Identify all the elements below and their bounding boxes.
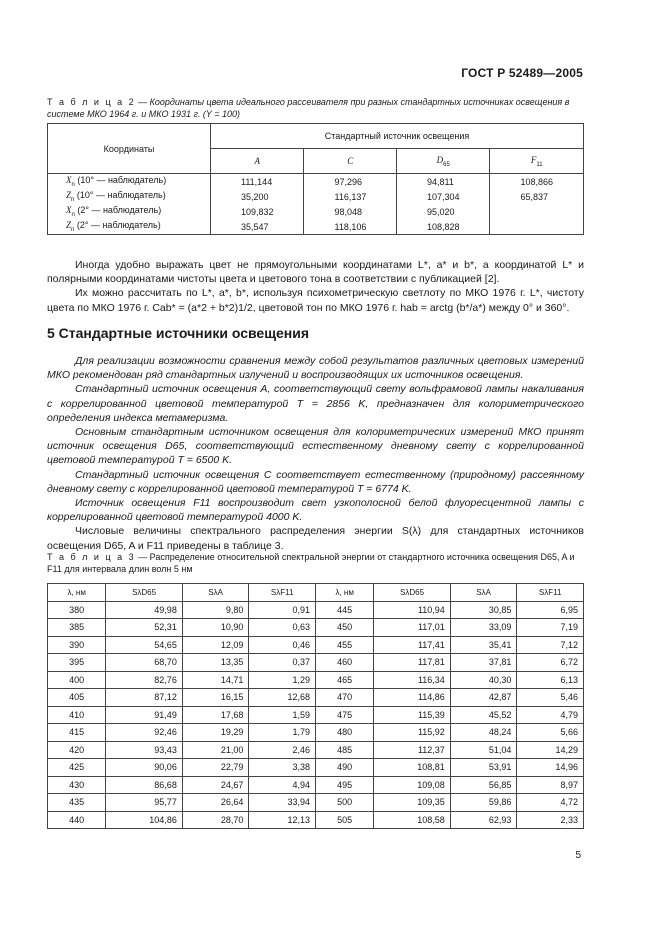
table3-row	[48, 619, 584, 637]
table3-header-cell: SλD65	[106, 584, 183, 602]
table3-cell: 59,86	[450, 794, 517, 812]
table3-cell: 3,38	[249, 759, 316, 777]
table2-caption-text: — Координаты цвета идеального рассеивателя при разных стандартных источниках освещения в системе МКО 1964 г. и МКО 1931 г. (Y = 100)	[47, 97, 570, 119]
table2-cell-c: 116,137	[304, 189, 397, 204]
table3-cell: 485	[315, 741, 373, 759]
table3-row	[48, 811, 584, 829]
table3-header-cell: SλD65	[374, 584, 451, 602]
section-5-title: 5 Стандартные источники освещения	[47, 325, 310, 341]
table3-row	[48, 741, 584, 759]
table2-row	[48, 219, 584, 235]
coord-text: (10° — наблюдатель)	[74, 190, 166, 201]
section-paragraph: Источник освещения F11 воспроизводит свет узкополосной белой флуоресцентной лампы с коррелированной цветовой температурой 4000 K.	[47, 497, 584, 524]
table3-cell: 42,87	[450, 689, 517, 707]
table2-row	[48, 174, 584, 190]
table3-row	[48, 636, 584, 654]
table3-cell: 14,71	[182, 671, 249, 689]
table3-cell: 1,29	[249, 671, 316, 689]
table3-cell: 35,41	[450, 636, 517, 654]
table3-cell: 405	[48, 689, 106, 707]
page-number: 5	[575, 850, 581, 861]
table2-cell-f	[490, 219, 584, 235]
table2-cell-a: 109,832	[211, 204, 304, 219]
table-2	[47, 123, 584, 235]
table3-cell: 420	[48, 741, 106, 759]
table3-cell: 21,00	[182, 741, 249, 759]
table3-cell: 108,58	[374, 811, 451, 829]
table3-cell: 109,08	[374, 776, 451, 794]
table2-header-a: A	[211, 149, 304, 174]
table2-header-group: Стандартный источник освещения	[211, 124, 584, 149]
table3-cell: 117,81	[374, 654, 451, 672]
table3-cell: 37,81	[450, 654, 517, 672]
table3-header-cell: SλA	[182, 584, 249, 602]
table3-cell: 45,52	[450, 706, 517, 724]
table3-cell: 56,85	[450, 776, 517, 794]
table3-cell: 445	[315, 601, 373, 619]
table2-header-d65-var: D	[436, 154, 444, 165]
table3-caption	[47, 551, 584, 575]
table3-cell: 114,86	[374, 689, 451, 707]
table3-cell: 91,49	[106, 706, 183, 724]
table3-cell: 410	[48, 706, 106, 724]
table3-cell: 12,13	[249, 811, 316, 829]
table3-cell: 33,09	[450, 619, 517, 637]
table3-cell: 51,04	[450, 741, 517, 759]
table3-cell: 12,68	[249, 689, 316, 707]
table3-cell: 110,94	[374, 601, 451, 619]
table3-cell: 5,66	[517, 724, 584, 742]
table3-row	[48, 671, 584, 689]
table2-cell-c: 97,296	[304, 174, 397, 190]
table3-cell: 40,30	[450, 671, 517, 689]
table3-cell: 54,65	[106, 636, 183, 654]
table3-cell: 22,79	[182, 759, 249, 777]
table3-cell: 7,12	[517, 636, 584, 654]
table3-cell: 86,68	[106, 776, 183, 794]
coord-sub: n	[71, 196, 75, 203]
table3-cell: 53,91	[450, 759, 517, 777]
table3-cell: 2,33	[517, 811, 584, 829]
table2-cell-d: 108,828	[396, 219, 489, 235]
table3-cell: 7,19	[517, 619, 584, 637]
table3-cell: 470	[315, 689, 373, 707]
table3-cell: 92,46	[106, 724, 183, 742]
table3-cell: 93,43	[106, 741, 183, 759]
coord-text: (10° — наблюдатель)	[74, 175, 167, 186]
table3-row	[48, 689, 584, 707]
section-paragraph: Стандартный источник освещения A, соответствующий свету вольфрамовой лампы накаливания с коррелированной цветовой температурой T = 2856 K, предназначен для колориметрического определения индекса метамеризма.	[47, 383, 584, 424]
table3-cell: 435	[48, 794, 106, 812]
table3-cell: 14,96	[517, 759, 584, 777]
section-paragraph: Для реализации возможности сравнения между собой результатов различных цветовых измерений МКО рекомендован ряд стандартных излучений и воспроизводящих их источников освещения.	[47, 355, 584, 382]
table3-cell: 116,34	[374, 671, 451, 689]
table3-cell: 14,29	[517, 741, 584, 759]
table2-cell-a: 35,200	[211, 189, 304, 204]
table2-cell-d: 107,304	[396, 189, 489, 204]
table3-cell: 0,37	[249, 654, 316, 672]
table3-cell: 490	[315, 759, 373, 777]
table3-cell: 6,13	[517, 671, 584, 689]
table3-header-cell: SλF11	[517, 584, 584, 602]
table3-cell: 82,76	[106, 671, 183, 689]
table3-cell: 505	[315, 811, 373, 829]
table3-cell: 8,97	[517, 776, 584, 794]
table2-caption	[47, 96, 584, 120]
table3-cell: 4,94	[249, 776, 316, 794]
table2-cell-f	[490, 204, 584, 219]
table3-row	[48, 724, 584, 742]
table2-header-coords: Координаты	[48, 124, 211, 174]
table2-cell-d: 95,020	[396, 204, 489, 219]
table3-cell: 10,90	[182, 619, 249, 637]
table2-cell-f: 65,837	[490, 189, 584, 204]
section-paragraph: Числовые величины спектрального распределения энергии S(λ) для стандартных источников освещения D65, A и F11 приведены в таблице 3.	[47, 525, 584, 552]
table3-cell: 30,85	[450, 601, 517, 619]
section-5-body	[47, 354, 584, 553]
table3-cell: 500	[315, 794, 373, 812]
table2-cell-c: 98,048	[304, 204, 397, 219]
table2-header-f11-sub: 11	[536, 161, 543, 168]
table3-cell: 104,86	[106, 811, 183, 829]
table3-cell: 440	[48, 811, 106, 829]
table3-cell: 95,77	[106, 794, 183, 812]
table3-cell: 400	[48, 671, 106, 689]
table3-cell: 1,59	[249, 706, 316, 724]
table3-cell: 455	[315, 636, 373, 654]
table2-coord-label	[48, 204, 211, 219]
table3-cell: 415	[48, 724, 106, 742]
table3-cell: 6,95	[517, 601, 584, 619]
table3-header-cell: SλA	[450, 584, 517, 602]
table3-cell: 19,29	[182, 724, 249, 742]
table3-cell: 26,64	[182, 794, 249, 812]
polar-coordinates-text	[47, 258, 584, 315]
table3-cell: 12,09	[182, 636, 249, 654]
table3-cell: 112,37	[374, 741, 451, 759]
section-paragraph: Стандартный источник освещения С соответствует естественному (природному) рассеянному дневному свету с коррелированной цветовой температурой T = 6774 K.	[47, 468, 584, 495]
table3-cell: 16,15	[182, 689, 249, 707]
coord-text: (2° — наблюдатель)	[74, 205, 162, 216]
table3-cell: 4,79	[517, 706, 584, 724]
table3-row	[48, 654, 584, 672]
coord-sub: n	[71, 226, 75, 233]
table2-coord-label	[48, 174, 211, 190]
table3-cell: 115,39	[374, 706, 451, 724]
table3-header-cell: λ, нм	[315, 584, 373, 602]
table3-cell: 495	[315, 776, 373, 794]
table2-header-f11	[490, 149, 584, 174]
coord-sub: n	[71, 211, 75, 218]
coord-var: Z	[66, 220, 72, 231]
paragraph-polar-formula: Их можно рассчитать по L*, a*, b*, используя психометрическую светлоту по МКО 1976 г. L*, чистоту цвета по МКО 1976 г. Cab* = (a*2 + b*2)1/2, цветовой тон по МКО 1976 г. hab = arctg (b*/a*) между 0° и 360°.	[47, 287, 584, 314]
table3-cell: 475	[315, 706, 373, 724]
table3-cell: 68,70	[106, 654, 183, 672]
table3-cell: 117,41	[374, 636, 451, 654]
table3-cell: 460	[315, 654, 373, 672]
table3-cell: 90,06	[106, 759, 183, 777]
table3-cell: 108,81	[374, 759, 451, 777]
table3-row	[48, 706, 584, 724]
table3-cell: 117,01	[374, 619, 451, 637]
table3-cell: 52,31	[106, 619, 183, 637]
table3-row	[48, 776, 584, 794]
coord-sub: n	[71, 181, 75, 188]
table3-cell: 87,12	[106, 689, 183, 707]
table2-cell-d: 94,811	[396, 174, 489, 190]
table3-cell: 49,98	[106, 601, 183, 619]
table3-cell: 2,46	[249, 741, 316, 759]
table3-cell: 17,68	[182, 706, 249, 724]
table2-header-d65-sub: 65	[443, 161, 450, 168]
table3-cell: 48,24	[450, 724, 517, 742]
coord-var: Z	[66, 190, 72, 201]
table2-row	[48, 189, 584, 204]
coord-var: X	[66, 205, 72, 216]
table3-cell: 0,63	[249, 619, 316, 637]
table3-cell: 4,72	[517, 794, 584, 812]
section-paragraph: Основным стандартным источником освещения для колориметрических измерений МКО принят источник освещения D65, соответствующий естественному дневному свету с коррелированной цветовой температурой T = 6500 K.	[47, 426, 584, 467]
table3-header-cell: SλF11	[249, 584, 316, 602]
table2-cell-a: 35,547	[211, 219, 304, 235]
table-3	[47, 583, 584, 829]
table3-cell: 385	[48, 619, 106, 637]
table2-cell-c: 118,106	[304, 219, 397, 235]
paragraph-polar-intro: Иногда удобно выражать цвет не прямоугольными координатами L*, a* и b*, а координатой L* и полярными координатами чистоты цвета и цветового тона в соответствии с публикацией [2].	[47, 259, 584, 286]
table3-row	[48, 794, 584, 812]
table3-cell: 450	[315, 619, 373, 637]
table3-cell: 430	[48, 776, 106, 794]
table2-row	[48, 204, 584, 219]
table3-cell: 33,94	[249, 794, 316, 812]
table3-lead: Т а б л и ц а 3	[47, 552, 136, 562]
table3-cell: 465	[315, 671, 373, 689]
table3-cell: 109,35	[374, 794, 451, 812]
coord-var: X	[66, 175, 72, 186]
table3-row	[48, 601, 584, 619]
table3-cell: 380	[48, 601, 106, 619]
table3-cell: 0,46	[249, 636, 316, 654]
table2-lead: Т а б л и ц а 2	[47, 97, 136, 107]
table3-cell: 115,92	[374, 724, 451, 742]
table2-header-c: C	[304, 149, 397, 174]
table3-cell: 425	[48, 759, 106, 777]
table3-cell: 480	[315, 724, 373, 742]
table3-cell: 390	[48, 636, 106, 654]
document-standard-number: ГОСТ Р 52489—2005	[461, 66, 583, 80]
table3-cell: 24,67	[182, 776, 249, 794]
table2-coord-label	[48, 189, 211, 204]
table3-cell: 62,93	[450, 811, 517, 829]
table3-cell: 6,72	[517, 654, 584, 672]
table3-cell: 13,35	[182, 654, 249, 672]
table3-cell: 28,70	[182, 811, 249, 829]
table2-coord-label	[48, 219, 211, 235]
table3-cell: 395	[48, 654, 106, 672]
table3-caption-text: — Распределение относительной спектральной энергии от стандартного источника освещения D65, A и F11 для интервала длин волн 5 нм	[47, 552, 575, 574]
table3-cell: 0,91	[249, 601, 316, 619]
table3-header-cell: λ, нм	[48, 584, 106, 602]
table2-header-f11-var: F	[530, 154, 537, 165]
table3-row	[48, 759, 584, 777]
table3-cell: 1,79	[249, 724, 316, 742]
table3-cell: 5,46	[517, 689, 584, 707]
table2-header-d65	[396, 149, 489, 174]
table3-cell: 9,80	[182, 601, 249, 619]
coord-text: (2° — наблюдатель)	[74, 220, 161, 231]
table2-cell-a: 111,144	[211, 174, 304, 190]
table2-cell-f: 108,866	[490, 174, 584, 190]
